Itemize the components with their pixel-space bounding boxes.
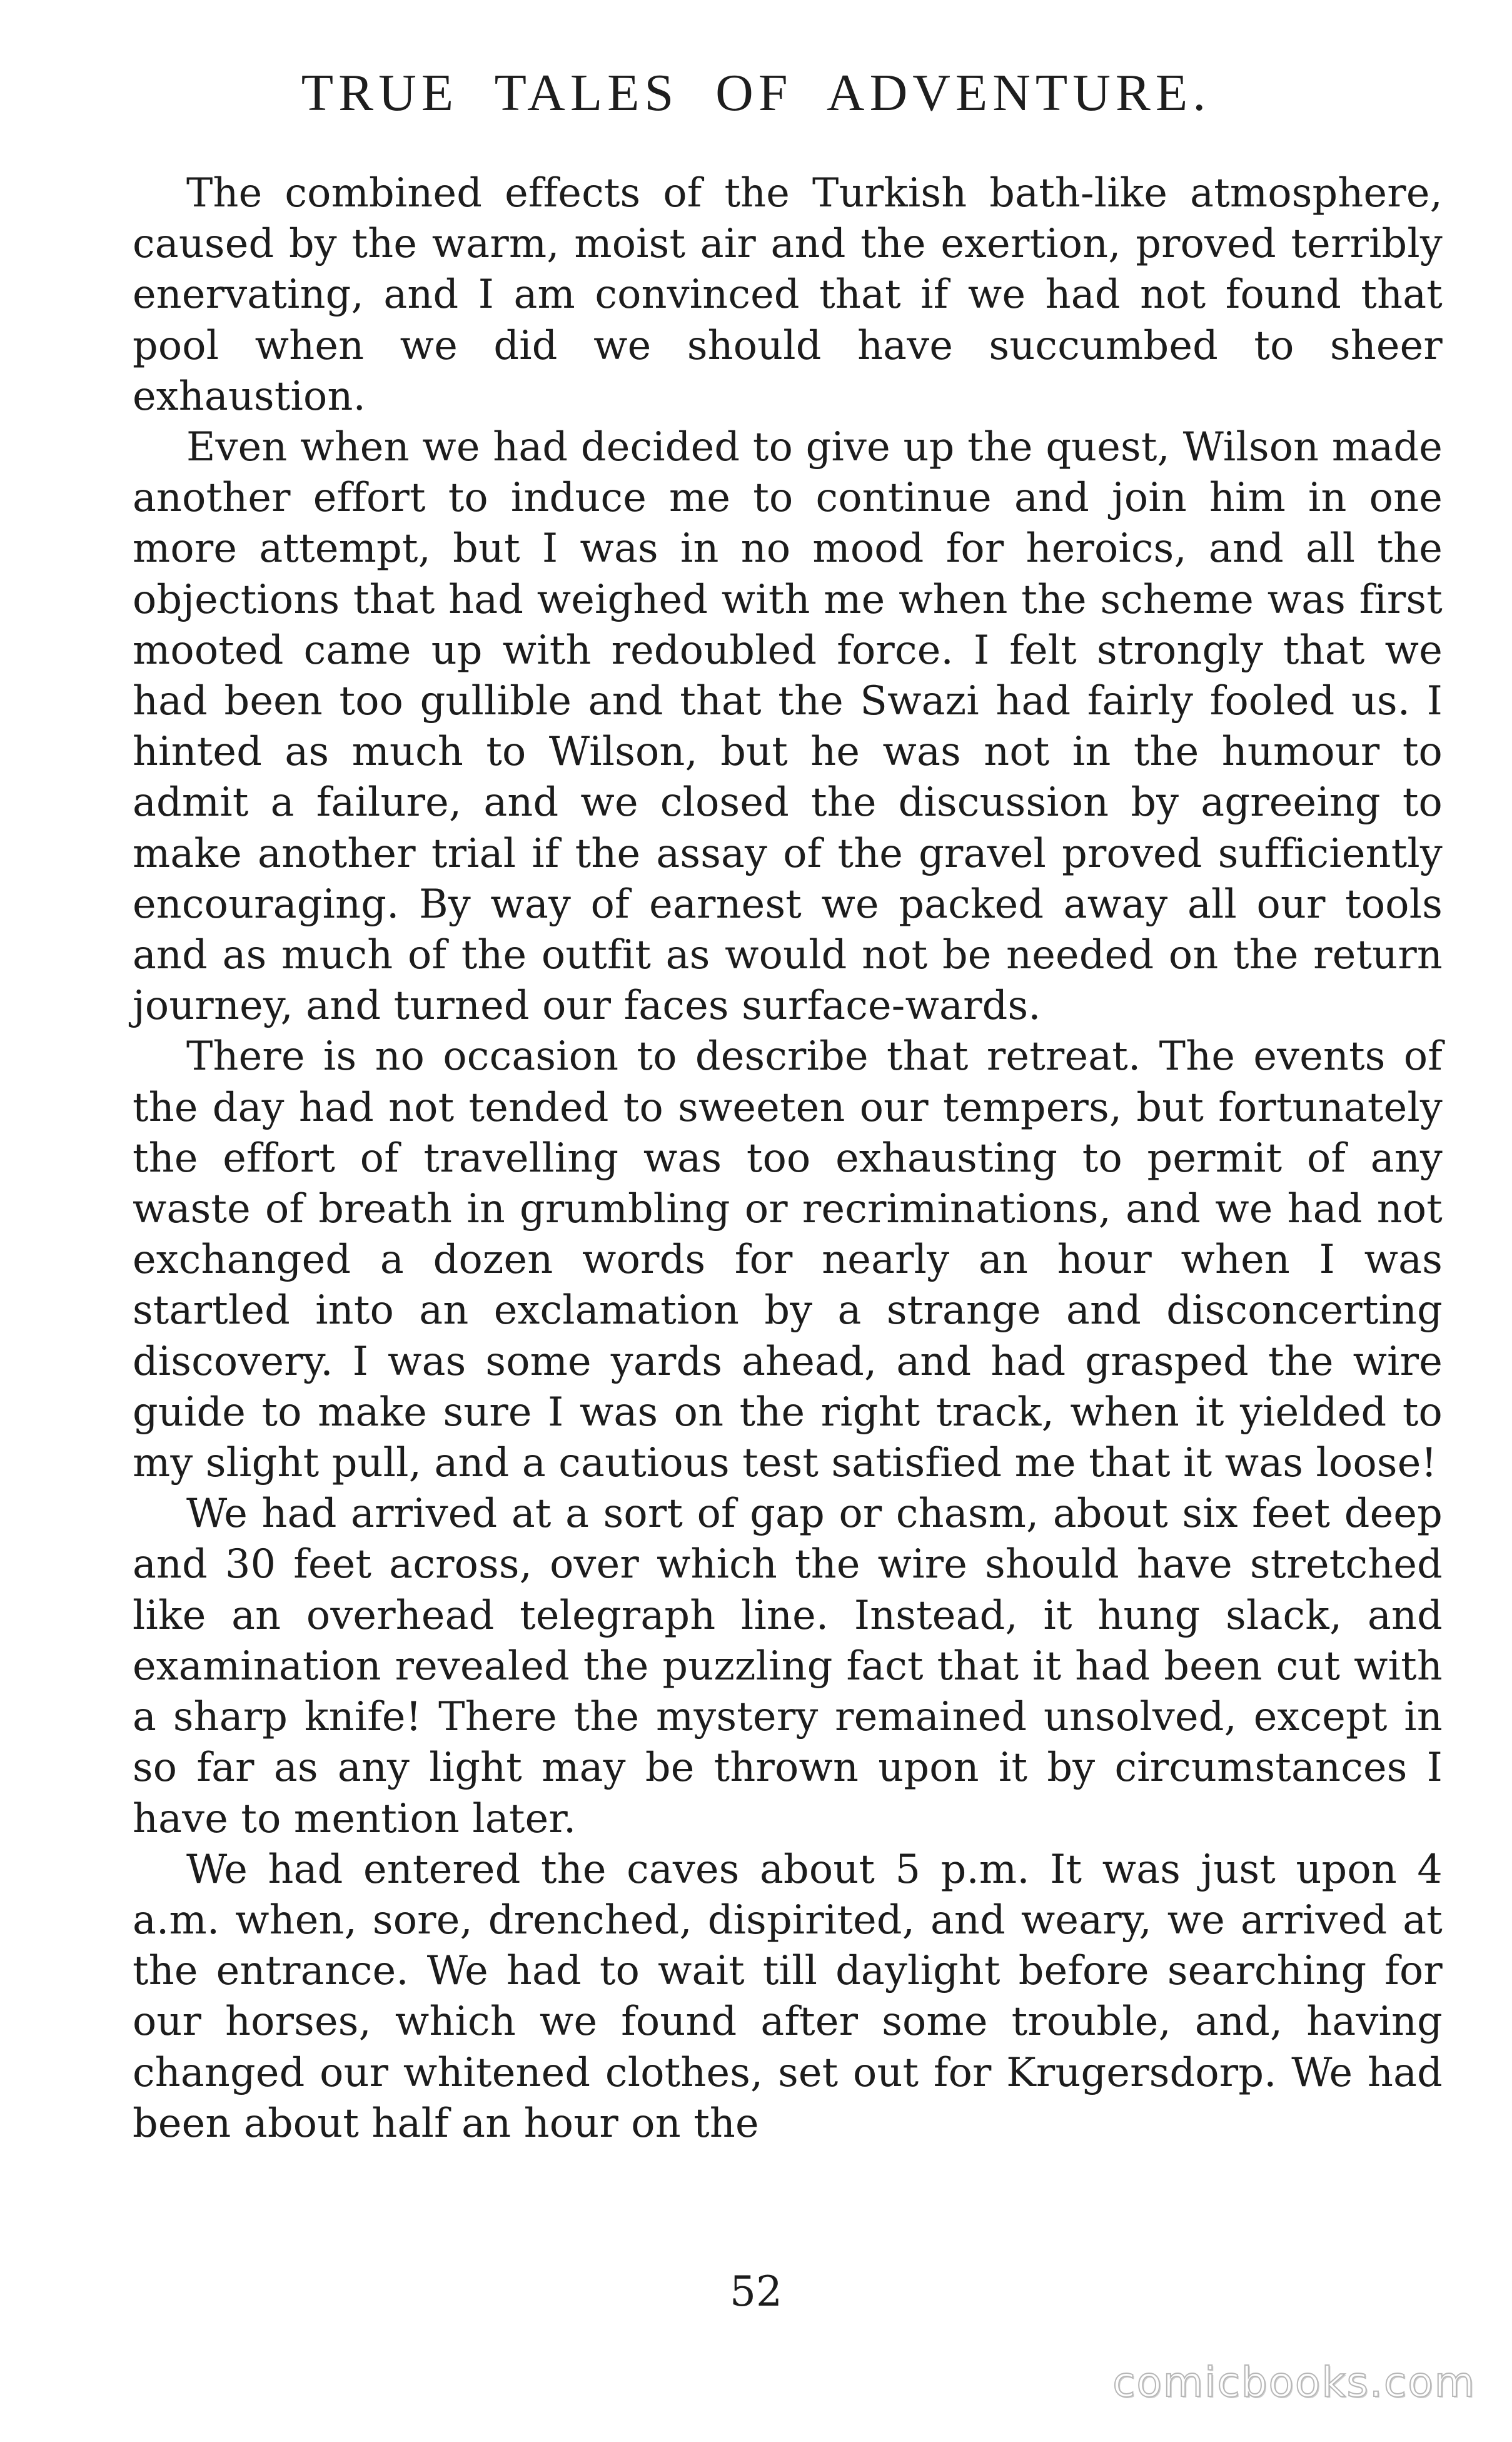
paragraph-5: We had entered the caves about 5 p.m. It was just upon 4 a.m. when, sore, drenched, dispirited, and weary, we arrived at the entrance. We had to wait till daylight before searching for our horses, which we found after some trouble, and, having changed our whitened clothes, set out for Krugersdorp. We had been about half an hour on the — [133, 1845, 1443, 2146]
paragraph-4: We had arrived at a sort of gap or chasm, about six feet deep and 30 feet across, over which the wire should have stretched like an overhead telegraph line. Instead, it hung slack, and examination revealed the puzzling fact that it had been cut with a sharp knife! There the mystery remained unsolved, except in so far as any light may be thrown upon it by circumstances I have to mention later. — [133, 1490, 1443, 1842]
paragraph-1: The combined effects of the Turkish bath-like atmosphere, caused by the warm, moist air and the exertion, proved terribly enervating, and I am convinced that if we had not found that pool when we did we should have succumbed to sheer exhaustion. — [133, 170, 1443, 419]
page-number: 52 — [730, 2267, 782, 2316]
paragraph-3: There is no occasion to describe that retreat. The events of the day had not tended to sweeten our tempers, but fortunately the effort of travelling was too exhausting to permit of any waste of breath in grumbling or recriminations, and we had not exchanged a dozen words for nearly an hour when I was startled into an exclamation by a strange and disconcerting discovery. I was some yards ahead, and had grasped the wire guide to make sure I was on the right track, when it yielded to my slight pull, and a cautious test satisfied me that it was loose! — [133, 1033, 1443, 1486]
paragraph-2: Even when we had decided to give up the quest, Wilson made another effort to induce me to continue and join him in one more attempt, but I was in no mood for heroics, and all the objections that had weighed with me when the scheme was first mooted came up with redoubled force. I felt strongly that we had been too gullible and that the Swazi had fairly fooled us. I hinted as much to Wilson, but he was not in the humour to admit a failure, and we closed the discussion by agreeing to make another trial if the assay of the gravel proved sufficiently encouraging. By way of earnest we packed away all our tools and as much of the outfit as would not be needed on the return journey, and turned our faces surface-wards. — [133, 423, 1443, 1029]
body-text — [133, 168, 1443, 2149]
running-head: TRUE TALES OF ADVENTURE. — [301, 64, 1211, 122]
watermark-logo: comicbooks.com — [1112, 2358, 1476, 2406]
